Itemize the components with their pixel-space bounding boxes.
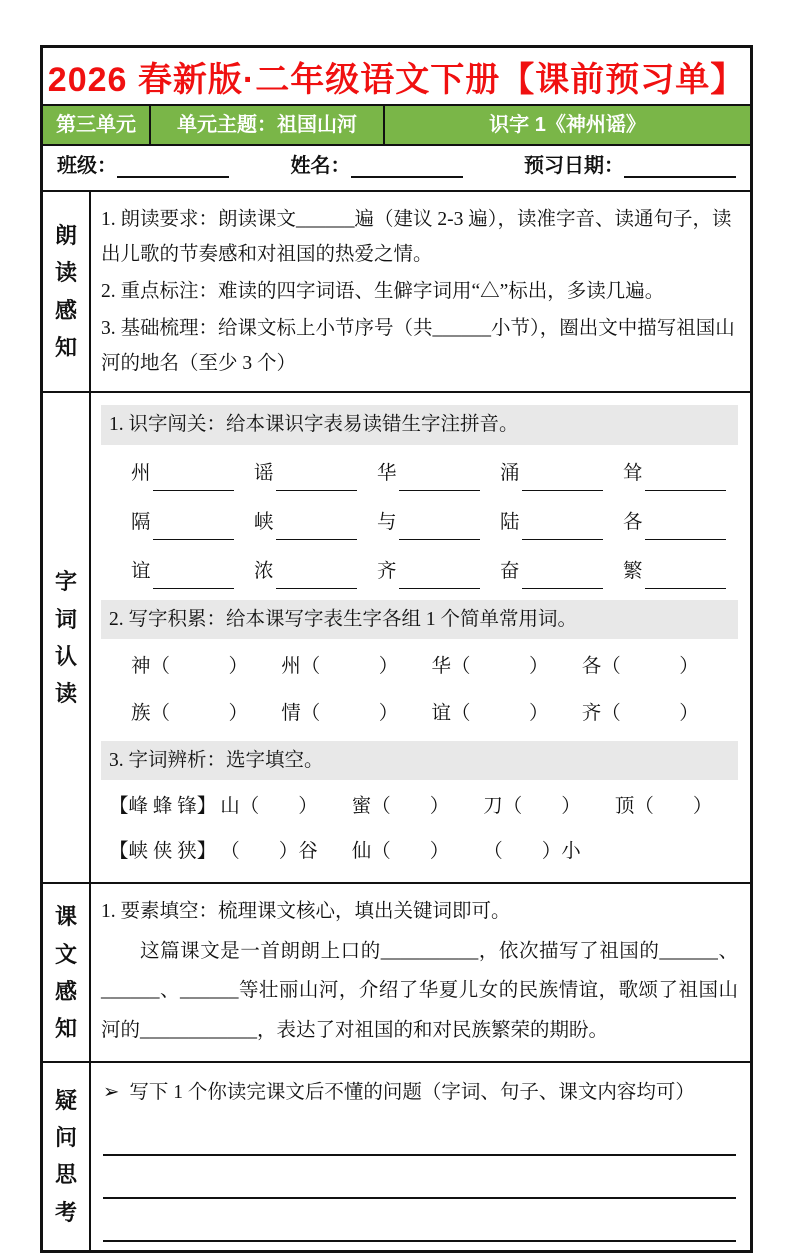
pinyin-row: [101, 449, 738, 498]
character: 浓: [254, 560, 274, 582]
arrow-bullet-icon: ➢: [103, 1082, 120, 1104]
pinyin-blank[interactable]: [645, 539, 726, 540]
text-perception-content: [91, 884, 750, 1061]
worksheet: [40, 45, 753, 1253]
pinyin-blank[interactable]: [276, 588, 357, 589]
word-fill-cell[interactable]: 情（ ）: [281, 703, 399, 725]
character: 繁: [623, 560, 643, 582]
section-label-words: [43, 393, 91, 882]
pinyin-cell: [254, 554, 377, 589]
choice-fill-cell[interactable]: （ ）谷: [220, 841, 318, 863]
choice-fill-cell[interactable]: （ ）小: [483, 841, 581, 863]
choice-options: 【峰 蜂 锋】: [109, 796, 217, 818]
character: 齐: [377, 560, 397, 582]
section-label-questions: [43, 1063, 91, 1249]
word-fill-cell[interactable]: 谊（ ）: [431, 703, 549, 725]
pinyin-task-heading: 1. 识字闯关：给本课识字表易读错生字注拼音。: [101, 405, 738, 444]
pinyin-blank[interactable]: [153, 490, 234, 491]
fill-task-heading: 1. 要素填空：梳理课文核心，填出关键词即可。: [101, 901, 511, 923]
pinyin-blank[interactable]: [399, 588, 480, 589]
pinyin-row: [101, 498, 738, 547]
word-fill-cell[interactable]: 华（ ）: [431, 655, 549, 677]
word-fill-cell[interactable]: 族（ ）: [131, 703, 249, 725]
date-input-blank[interactable]: [624, 156, 736, 178]
pinyin-blank[interactable]: [399, 490, 480, 491]
section-reading-perception: [43, 192, 750, 393]
pinyin-cell: [500, 456, 623, 491]
section-text-perception: [43, 884, 750, 1063]
reading-item-2: 2. 重点标注：难读的四字词语、生僻字词用“△”标出，多读几遍。: [101, 281, 665, 303]
page-title: 2026 春新版·二年级语文下册【课前预习单】: [43, 48, 750, 106]
lesson-title: 识字 1《神州谣》: [489, 114, 646, 136]
name-field: [291, 149, 463, 178]
word-fill-cell[interactable]: 州（ ）: [281, 655, 399, 677]
question-prompt-line: [101, 1071, 738, 1112]
date-label: 预习日期：: [524, 155, 624, 177]
pinyin-cell: [254, 456, 377, 491]
pinyin-cell: [500, 505, 623, 540]
choice-fill-cell[interactable]: 刀（ ）: [483, 796, 581, 818]
pinyin-cell: [254, 505, 377, 540]
pinyin-blank[interactable]: [522, 539, 603, 540]
pinyin-blank[interactable]: [645, 490, 726, 491]
word-row: [101, 690, 738, 737]
name-input-blank[interactable]: [351, 156, 463, 178]
word-fill-cell[interactable]: 神（ ）: [131, 655, 249, 677]
character: 州: [131, 462, 151, 484]
character: 华: [377, 462, 397, 484]
pinyin-cell: [131, 505, 254, 540]
character: 奋: [500, 560, 520, 582]
pinyin-cell: [377, 554, 500, 589]
section-label-text: 疑问思考: [55, 1087, 78, 1225]
pinyin-blank[interactable]: [645, 588, 726, 589]
question-prompt: 写下 1 个你读完课文后不懂的问题（字词、句子、课文内容均可）: [129, 1082, 695, 1104]
pinyin-blank[interactable]: [522, 490, 603, 491]
pinyin-cell: [131, 456, 254, 491]
character: 耸: [623, 462, 643, 484]
unit-header: [43, 106, 750, 146]
student-info-row: [43, 146, 750, 192]
choice-options: 【峡 侠 狭】: [109, 841, 217, 863]
choice-fill-cell[interactable]: 仙（ ）: [351, 841, 450, 863]
pinyin-cell: [623, 505, 732, 540]
character: 涌: [500, 462, 520, 484]
questions-content: [91, 1063, 750, 1249]
character: 峡: [254, 511, 274, 533]
date-field: [524, 149, 736, 178]
pinyin-cell: [131, 554, 254, 589]
choice-line: [101, 784, 738, 829]
section-label-reading: [43, 192, 91, 391]
section-questions: [43, 1063, 750, 1249]
section-label-text: 课文感知: [55, 904, 78, 1042]
class-label: 班级：: [57, 155, 117, 177]
unit-theme: 单元主题：祖国山河: [151, 106, 385, 144]
choice-task-heading: 3. 字词辨析：选字填空。: [101, 741, 738, 780]
pinyin-cell: [623, 554, 732, 589]
words-content: [91, 393, 750, 882]
class-input-blank[interactable]: [117, 156, 229, 178]
character: 与: [377, 511, 397, 533]
pinyin-cell: [377, 505, 500, 540]
character: 谊: [131, 560, 151, 582]
writing-line[interactable]: [103, 1199, 736, 1242]
reading-content: [91, 192, 750, 391]
section-word-reading: [43, 393, 750, 884]
pinyin-blank[interactable]: [276, 490, 357, 491]
name-label: 姓名：: [290, 155, 351, 177]
choice-fill-cell[interactable]: 顶（ ）: [614, 796, 713, 818]
word-task-heading: 2. 写字积累：给本课写字表生字各组 1 个简单常用词。: [101, 600, 738, 639]
writing-line[interactable]: [103, 1156, 736, 1199]
pinyin-blank[interactable]: [153, 588, 234, 589]
pinyin-blank[interactable]: [276, 539, 357, 540]
choice-fill-cell[interactable]: 蜜（ ）: [351, 796, 450, 818]
choice-line: [101, 829, 738, 874]
section-label-text-perception: [43, 884, 91, 1061]
pinyin-cell: [500, 554, 623, 589]
unit-number: 第三单元: [43, 106, 151, 144]
reading-item-3: 3. 基础梳理：给课文标上小节序号（共______小节），圈出文中描写祖国山河的地名（至少 3 个）: [101, 318, 735, 375]
pinyin-blank[interactable]: [399, 539, 480, 540]
character: 谣: [254, 462, 274, 484]
word-row: [101, 643, 738, 690]
pinyin-blank[interactable]: [522, 588, 603, 589]
summary-passage[interactable]: 这篇课文是一首朗朗上口的__________，依次描写了祖国的______、______、______等壮丽山河，介绍了华夏儿女的民族情谊，歌颂了祖国山河的____________，表达了对祖国的和对民族繁荣的期盼。: [101, 940, 738, 1042]
pinyin-cell: [377, 456, 500, 491]
character: 陆: [500, 511, 520, 533]
pinyin-row: [101, 547, 738, 596]
writing-line[interactable]: [103, 1113, 736, 1156]
character: 隔: [131, 511, 151, 533]
choice-fill-cell[interactable]: 山（ ）: [220, 796, 318, 818]
word-fill-cell[interactable]: 各（ ）: [581, 655, 699, 677]
section-label-text: 朗读感知: [55, 222, 78, 361]
reading-item-1: 1. 朗读要求：朗读课文______遍（建议 2-3 遍），读准字音、读通句子，读出儿歌的节奏感和对祖国的热爱之情。: [101, 209, 732, 266]
pinyin-blank[interactable]: [153, 539, 234, 540]
class-field: [57, 149, 229, 178]
character: 各: [623, 511, 643, 533]
word-fill-cell[interactable]: 齐（ ）: [581, 703, 699, 725]
pinyin-cell: [623, 456, 732, 491]
section-label-text: 字词认读: [55, 569, 78, 707]
